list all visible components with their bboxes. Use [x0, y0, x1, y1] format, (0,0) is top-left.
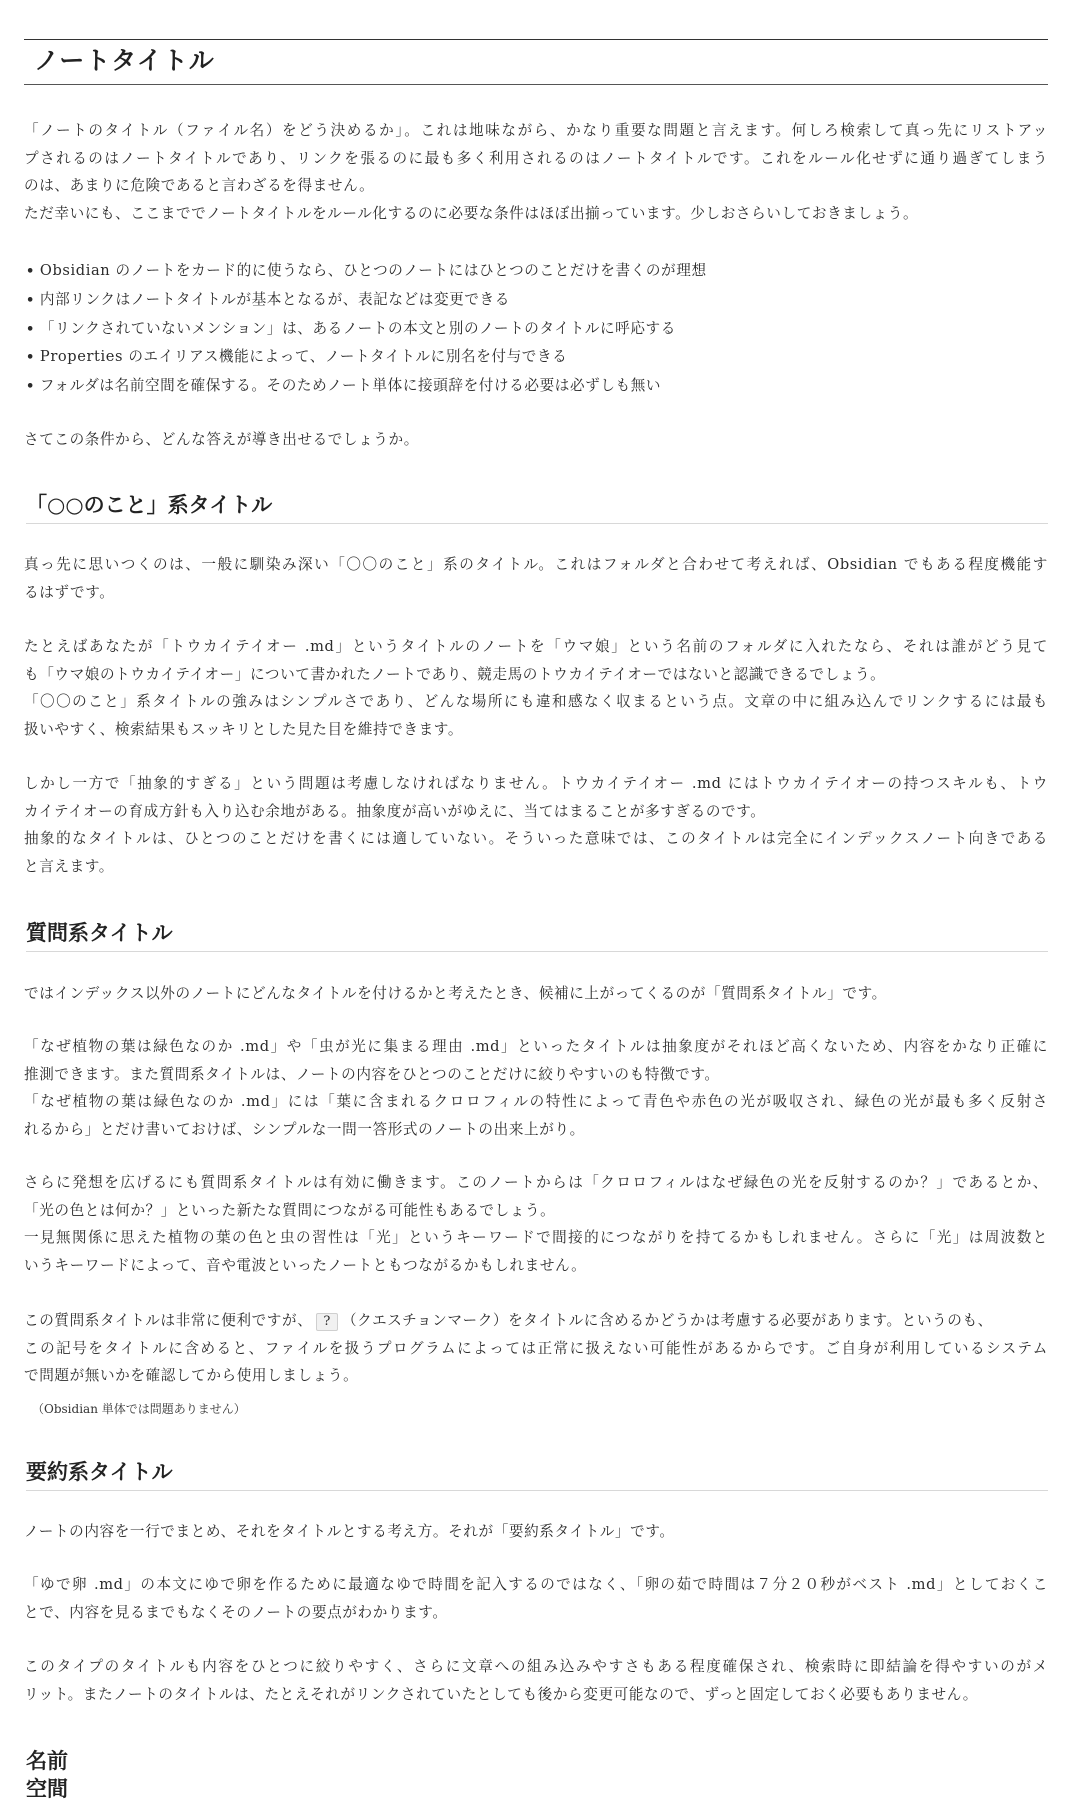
text-line: も「ウマ娘のトウカイテイオー」について書かれたノートであり、競走馬のトウカイテイオーではないと認識できるでしょう。	[24, 665, 886, 683]
inline-code: ?	[316, 1313, 338, 1331]
list-item	[26, 315, 676, 344]
text-line: 「ノートのタイトル（ファイル名）をどう決めるか」。これは地味ながら、かなり重要な問題と言えます。何しろ検索して真っ先にリストアッ	[24, 122, 1048, 139]
list-item-text: フォルダは名前空間を確保する。そのためノート単体に接頭辞を付ける必要は必ずしも無い	[39, 377, 662, 394]
next-section-heading-partial	[26, 1747, 86, 1801]
text-run: （クエスチョンマーク）をタイトルに含めるかどうかは考慮する必要があります。というのも、	[341, 1312, 993, 1329]
text-line: るはずです。	[24, 583, 115, 601]
conclusion-paragraph	[24, 426, 1048, 454]
text-line: 「ゆで卵 .md」の本文にゆで卵を作るために最適なゆで時間を記入するのではなく、「卵の茹で時間は７分２０秒がベスト .md」としておくこ	[24, 1576, 1048, 1593]
text-line: ノートの内容を一行でまとめ、それをタイトルとする考え方。それが「要約系タイトル」です。	[24, 1523, 675, 1540]
text-line: カイテイオーの育成方針も入り込む余地がある。抽象度が高いがゆえに、当てはまることが多すぎるのです。	[24, 802, 766, 820]
bullet-icon: •	[26, 350, 35, 365]
paragraph	[24, 1571, 1048, 1626]
text-line: 「光の色とは何か？」といった新たな質問につながる可能性もあるでしょう。	[24, 1201, 556, 1219]
text-line: 「なぜ植物の葉は緑色なのか .md」や「虫が光に集まる理由 .md」といったタイトルは抽象度がそれほど高くないため、内容をかなり正確に	[24, 1038, 1048, 1055]
bullet-icon: •	[26, 322, 35, 337]
text-line: 「〇〇のこと」系タイトルの強みはシンプルさであり、どんな場所にも違和感なく収まるという点。文章の中に組み込んでリンクするには最も	[24, 693, 1048, 710]
text-line: しかし一方で「抽象的すぎる」という問題は考慮しなければなりません。トウカイテイオー .md にはトウカイテイオーの持つスキルも、トウ	[24, 775, 1048, 792]
paragraph	[24, 1653, 1048, 1708]
text-line: れるから」とだけ書いておけば、シンプルな一問一答形式のノートの出来上がり。	[24, 1120, 585, 1138]
paragraph	[24, 1518, 1048, 1546]
section-heading	[26, 1458, 1048, 1491]
text-line: さてこの条件から、どんな答えが導き出せるでしょうか。	[24, 431, 419, 448]
section-heading-text: 要約系タイトル	[26, 1459, 173, 1484]
list-item-text: Properties のエイリアス機能によって、ノートタイトルに別名を付与できる	[39, 348, 568, 365]
text-line: 一見無関係に思えた植物の葉の色と虫の習性は「光」というキーワードで間接的につながりを持てるかもしれません。さらに「光」は周波数と	[24, 1229, 1048, 1246]
text-line: プされるのはノートタイトルであり、リンクを張るのに最も多く利用されるのはノートタイトルです。これをルール化せずに通り過ぎてしまう	[24, 149, 1048, 167]
text-line: 抽象的なタイトルは、ひとつのことだけを書くには適していない。そういった意味では、このタイトルは完全にインデックスノート向きである	[24, 830, 1048, 847]
list-item-text: 内部リンクはノートタイトルが基本となるが、表記などは変更できる	[39, 291, 510, 308]
paragraph	[24, 770, 1048, 880]
text-line: とで、内容を見るまでもなくそのノートの要点がわかります。	[24, 1603, 448, 1621]
list-item-text: 「リンクされていないメンション」は、あるノートの本文と別のノートのタイトルに呼応する	[39, 320, 676, 337]
text-line: たとえばあなたが「トウカイテイオー .md」というタイトルのノートを「ウマ娘」という名前のフォルダに入れたなら、それは誰がどう見て	[24, 638, 1048, 655]
text-line: で問題が無いかを確認してから使用しましょう。	[24, 1367, 359, 1384]
paragraph	[24, 633, 1048, 743]
list-item	[26, 257, 707, 286]
text-line: このタイプのタイトルも内容をひとつに絞りやすく、さらに文章への組み込みやすさもある程度確保され、検索時に即結論を得やすいのがメ	[24, 1658, 1048, 1675]
text-line: 扱いやすく、検索結果もスッキリとした見た目を維持できます。	[24, 720, 464, 738]
text-line: いうキーワードによって、音や電波といったノートともつながるかもしれません。	[24, 1256, 587, 1274]
list-item-text: Obsidian のノートをカード的に使うなら、ひとつのノートにはひとつのことだけを書くのが理想	[39, 262, 707, 279]
section-heading	[26, 919, 1048, 952]
paragraph	[24, 1033, 1048, 1143]
text-line: 「なぜ植物の葉は緑色なのか .md」には「葉に含まれるクロロフィルの特性によって青色や赤色の光が吸収され、緑色の光が最も多く反射さ	[24, 1093, 1048, 1110]
page-title: ノートタイトル	[34, 46, 215, 75]
text-line: 真っ先に思いつくのは、一般に馴染み深い「〇〇のこと」系のタイトル。これはフォルダと合わせて考えれば、Obsidian でもある程度機能す	[24, 556, 1048, 573]
note-title-bar	[24, 39, 1048, 85]
paragraph	[24, 980, 1048, 1008]
list-item	[26, 343, 567, 372]
list-item	[26, 372, 661, 401]
text-run: この質問系タイトルは非常に便利ですが、	[24, 1312, 313, 1329]
text-line: のは、あまりに危険であると言わざるを得ません。	[24, 177, 375, 194]
paragraph	[24, 1307, 1048, 1390]
bullet-icon: •	[26, 293, 35, 308]
section-heading-text: 質問系タイトル	[26, 920, 173, 945]
footnote-text: （Obsidian 単体では問題ありません）	[32, 1402, 246, 1416]
section-heading-text: 名前空間	[26, 1748, 68, 1801]
list-item	[26, 286, 510, 315]
text-line: ただ幸いにも、ここまででノートタイトルをルール化するのに必要な条件はほぼ出揃っています。少しおさらいしておきましょう。	[24, 204, 919, 222]
bullet-icon: •	[26, 264, 35, 279]
text-line	[24, 1307, 1048, 1335]
bullet-icon: •	[26, 379, 35, 394]
text-line: と言えます。	[24, 857, 114, 875]
text-line: ではインデックス以外のノートにどんなタイトルを付けるかと考えたとき、候補に上がってくるのが「質問系タイトル」です。	[24, 985, 887, 1002]
text-line: さらに発想を広げるにも質問系タイトルは有効に働きます。このノートからは「クロロフィルはなぜ緑色の光を反射するのか？」であるとか、	[24, 1174, 1048, 1191]
text-line: リット。またノートのタイトルは、たとえそれがリンクされていたとしても後から変更可能なので、ずっと固定しておく必要もありません。	[24, 1685, 978, 1703]
text-line: 推測できます。また質問系タイトルは、ノートの内容をひとつのことだけに絞りやすいのも特徴です。	[24, 1065, 720, 1083]
section-heading-text: 「○○のこと」系タイトル	[26, 492, 273, 517]
section-heading	[26, 491, 1048, 524]
paragraph	[24, 1169, 1048, 1279]
paragraph	[24, 551, 1048, 606]
intro-paragraph	[24, 117, 1048, 227]
text-line: この記号をタイトルに含めると、ファイルを扱うプログラムによっては正常に扱えない可能性があるからです。ご自身が利用しているシステム	[24, 1339, 1048, 1357]
